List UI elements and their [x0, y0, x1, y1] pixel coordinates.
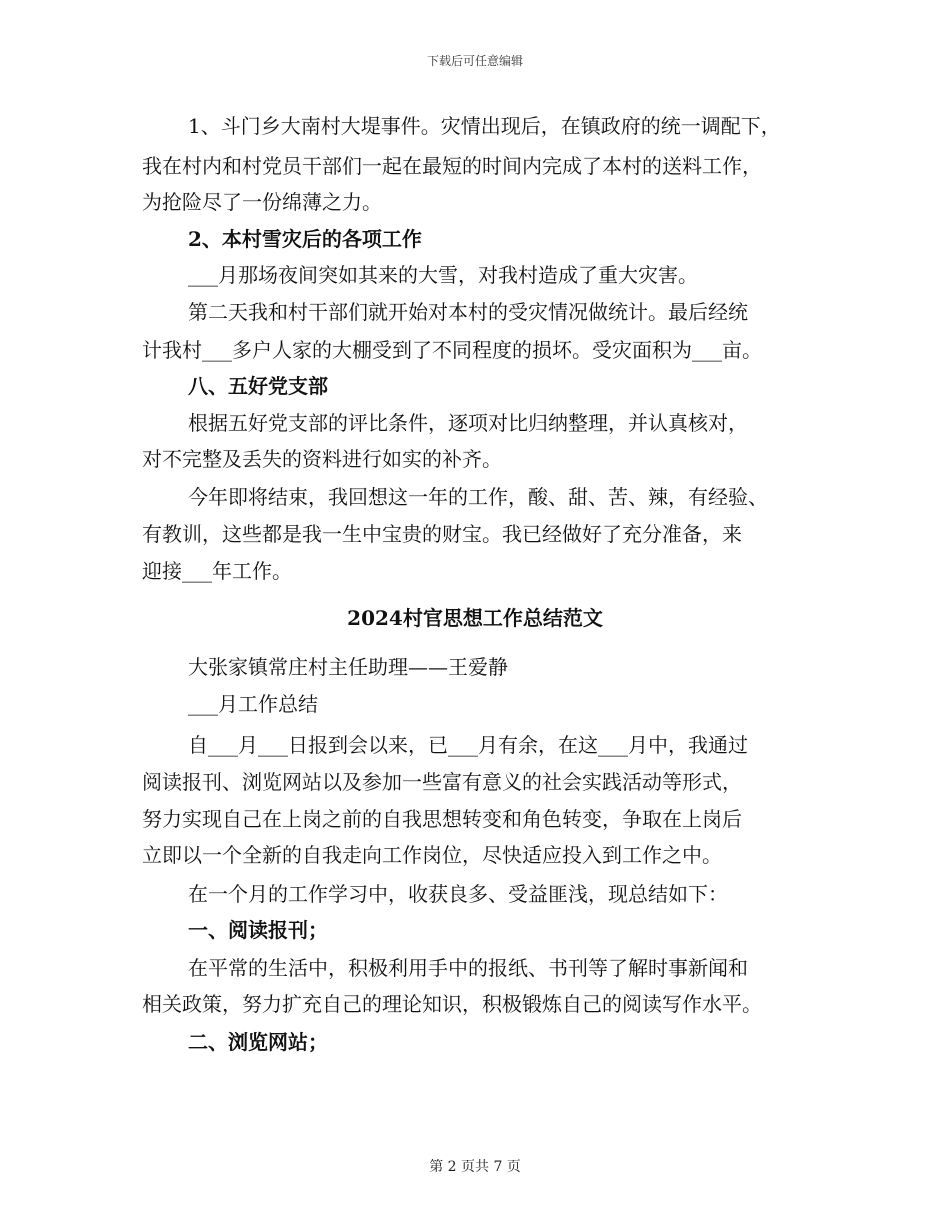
paragraph-line: 立即以一个全新的自我走向工作岗位，尽快适应投入到工作之中。: [142, 843, 722, 867]
subtitle-line: ___月工作总结: [188, 692, 318, 716]
paragraph-line: ___月那场夜间突如其来的大雪，对我村造成了重大灾害。: [188, 263, 698, 287]
section-heading: 2、本村雪灾后的各项工作: [188, 227, 422, 251]
paragraph-line: 自___月___日报到会以来，已___月有余，在这___月中，我通过: [188, 733, 748, 757]
paragraph-line: 努力实现自己在上岗之前的自我思想转变和角色转变，争取在上岗后: [142, 807, 742, 831]
author-line: 大张家镇常庄村主任助理——王爱静: [188, 655, 508, 679]
paragraph-line: 迎接___年工作。: [142, 559, 292, 583]
paragraph-line: 计我村___多户人家的大棚受到了不同程度的损坏。受灾面积为___亩。: [142, 338, 762, 362]
paragraph-line: 我在村内和村党员干部们一起在最短的时间内完成了本村的送料工作，: [142, 154, 762, 178]
paragraph-line: 在一个月的工作学习中，收获良多、受益匪浅，现总结如下：: [188, 882, 728, 906]
document-title: 2024村官思想工作总结范文: [347, 606, 603, 630]
paragraph-line: 今年即将结束，我回想这一年的工作，酸、甜、苦、辣，有经验、: [188, 485, 768, 509]
page-number: 第 2 页共 7 页: [429, 1159, 521, 1175]
paragraph-line: 相关政策，努力扩充自己的理论知识，积极锻炼自己的阅读写作水平。: [142, 992, 762, 1016]
paragraph-line: 1、斗门乡大南村大堤事件。灾情出现后，在镇政府的统一调配下，: [188, 114, 781, 138]
paragraph-line: 根据五好党支部的评比条件，逐项对比归纳整理，并认真核对，: [188, 411, 748, 435]
section-heading: 八、五好党支部: [188, 374, 328, 398]
paragraph-line: 第二天我和村干部们就开始对本村的受灾情况做统计。最后经统: [188, 300, 748, 324]
section-heading: 二、浏览网站；: [188, 1030, 328, 1054]
paragraph-line: 为抢险尽了一份绵薄之力。: [142, 190, 382, 214]
paragraph-line: 在平常的生活中，积极利用手中的报纸、书刊等了解时事新闻和: [188, 956, 748, 980]
paragraph-line: 对不完整及丢失的资料进行如实的补齐。: [142, 447, 502, 471]
page-header-note: 下载后可任意编辑: [426, 54, 523, 68]
section-heading: 一、阅读报刊；: [188, 918, 328, 942]
paragraph-line: 有教训，这些都是我一生中宝贵的财宝。我已经做好了充分准备，来: [142, 522, 742, 546]
paragraph-line: 阅读报刊、浏览网站以及参加一些富有意义的社会实践活动等形式，: [142, 770, 742, 794]
